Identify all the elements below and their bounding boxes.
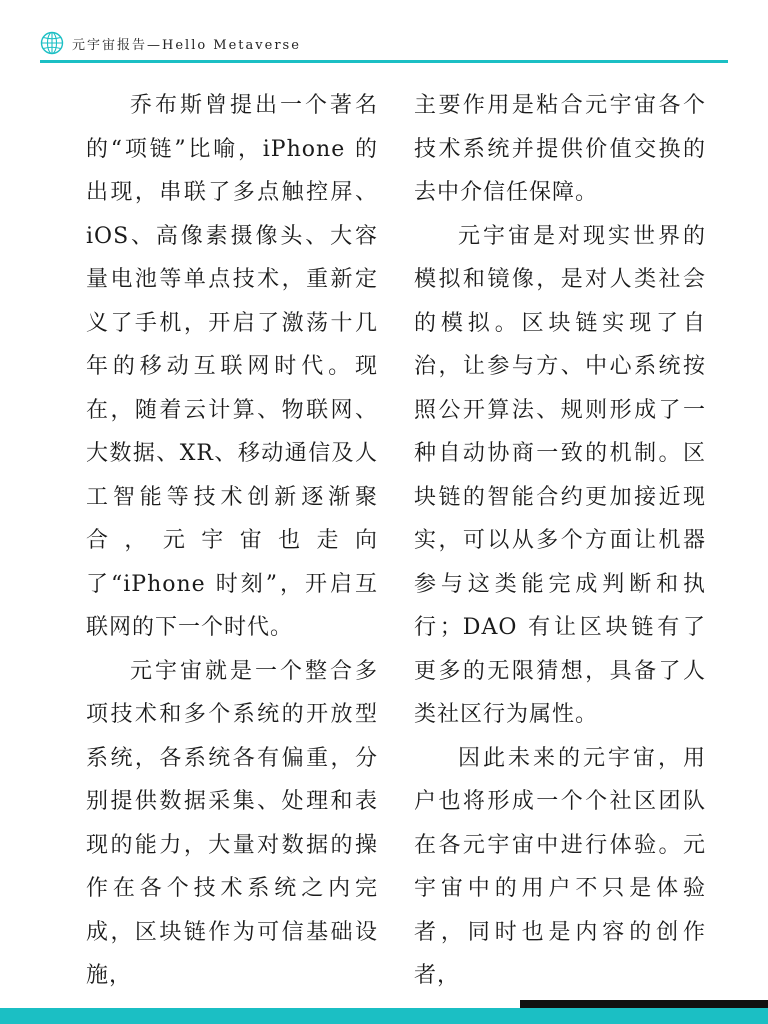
page-header <box>40 30 301 56</box>
paragraph: 元宇宙就是一个整合多项技术和多个系统的开放型系统，各系统各有偏重，分别提供数据采集、处理和表现的能力，大量对数据的操作在各个技术系统之内完成，区块链作为可信基础设施， <box>86 658 378 988</box>
paragraph: 因此未来的元宇宙，用户也将形成一个个社区团队在各元宇宙中进行体验。元宇宙中的用户不只是体验者，同时也是内容的创作者， <box>414 745 706 988</box>
paragraph-continuation: 主要作用是粘合元宇宙各个技术系统并提供价值交换的去中介信任保障。 <box>414 93 706 205</box>
paragraph: 乔布斯曾提出一个著名的“项链”比喻，iPhone 的出现，串联了多点触控屏、iOS、高像素摄像头、大容量电池等单点技术，重新定义了手机，开启了激荡十几年的移动互联网时代。现在，随着云计算、物联网、大数据、XR、移动通信及人工智能等技术创新逐渐聚合，元宇宙也走向了“iPhone 时刻”，开启互联网的下一个时代。 <box>86 93 378 640</box>
paragraph: 元宇宙是对现实世界的模拟和镜像，是对人类社会的模拟。区块链实现了自治，让参与方、中心系统按照公开算法、规则形成了一种自动协商一致的机制。区块链的智能合约更加接近现实，可以从多个方面让机器参与这类能完成判断和执行；DAO 有让区块链有了更多的无限猜想，具备了人类社区行为属性。 <box>414 223 706 727</box>
globe-icon <box>40 31 64 55</box>
left-column <box>86 84 378 988</box>
header-title: 元宇宙报告—Hello Metaverse <box>72 37 301 53</box>
right-column <box>414 84 706 988</box>
body-text <box>86 84 706 988</box>
header-divider <box>40 60 728 63</box>
footer-bar <box>0 1008 768 1024</box>
